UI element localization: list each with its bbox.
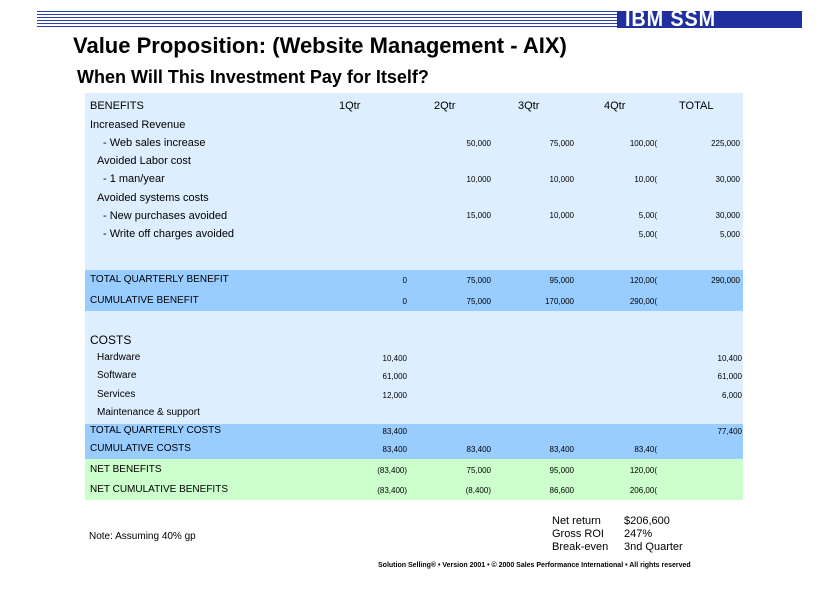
- cell: 10,00(: [634, 175, 657, 184]
- label-cumulative-benefit: CUMULATIVE BENEFIT: [90, 295, 199, 306]
- cell: 120,00(: [629, 466, 657, 475]
- cell: 0: [402, 276, 407, 285]
- header-benefits: BENEFITS: [90, 100, 144, 112]
- footnote: Note: Assuming 40% gp: [89, 531, 196, 542]
- label-cumulative-costs: CUMULATIVE COSTS: [90, 443, 191, 454]
- copyright-footer: Solution Selling® • Version 2001 • © 2000 Sales Performance International • All rights reserved: [378, 562, 691, 569]
- cell: 75,000: [466, 466, 491, 475]
- cell: 83,400: [466, 445, 491, 454]
- cell: 10,000: [549, 211, 574, 220]
- cell: 6,000: [721, 391, 742, 400]
- label-software: Software: [97, 370, 137, 381]
- label-man-year: - 1 man/year: [103, 173, 165, 185]
- label-services: Services: [97, 389, 136, 400]
- cell: 0: [402, 297, 407, 306]
- header-q1: 1Qtr: [339, 100, 361, 112]
- cell: 12,000: [382, 391, 407, 400]
- cell: 95,000: [549, 276, 574, 285]
- cell: 30,000: [715, 211, 740, 220]
- cell: 225,000: [711, 139, 740, 148]
- cell: 50,000: [466, 139, 491, 148]
- header-stripes: [37, 11, 617, 28]
- ibm-ssm-logo: IBM SSM: [625, 6, 717, 31]
- gross-roi-value: 247%: [624, 528, 653, 540]
- cell: 83,400: [549, 445, 574, 454]
- net-return-label: Net return: [552, 515, 601, 527]
- label-new-purchases: - New purchases avoided: [103, 210, 228, 222]
- cell: (8,400): [465, 486, 491, 495]
- cell: 10,400: [382, 354, 407, 363]
- page-title: Value Proposition: (Website Management - AIX): [73, 33, 567, 58]
- label-net-cumulative: NET CUMULATIVE BENEFITS: [90, 484, 228, 495]
- label-hardware: Hardware: [97, 352, 141, 363]
- label-web-sales: - Web sales increase: [103, 137, 206, 149]
- cell: 75,000: [466, 276, 491, 285]
- cell: 120,00(: [629, 276, 657, 285]
- cell: 15,000: [466, 211, 491, 220]
- break-even-label: Break-even: [552, 541, 609, 553]
- cell: 5,00(: [638, 230, 657, 239]
- cell: 170,000: [545, 297, 574, 306]
- cell: 75,000: [549, 139, 574, 148]
- label-net-benefits: NET BENEFITS: [90, 464, 162, 475]
- header-total: TOTAL: [679, 100, 714, 112]
- cell: 206,00(: [629, 486, 657, 495]
- header-q2: 2Qtr: [434, 100, 456, 112]
- label-write-off: - Write off charges avoided: [103, 228, 235, 240]
- cell: 95,000: [549, 466, 574, 475]
- header-q3: 3Qtr: [518, 100, 540, 112]
- cell: 290,00(: [629, 297, 657, 306]
- summary-row: [552, 541, 683, 554]
- cell: 10,000: [466, 175, 491, 184]
- label-total-quarterly-benefit: TOTAL QUARTERLY BENEFIT: [90, 274, 229, 285]
- cell: 86,600: [549, 486, 574, 495]
- cell: 77,400: [717, 427, 742, 436]
- label-maintenance: Maintenance & support: [97, 407, 200, 418]
- cell: 5,00(: [638, 211, 657, 220]
- gross-roi-label: Gross ROI: [552, 528, 604, 540]
- break-even-value: 3nd Quarter: [624, 541, 683, 553]
- cell: 61,000: [717, 372, 742, 381]
- summary-row: [552, 515, 683, 528]
- cell: (83,400): [377, 486, 407, 495]
- cell: 83,400: [382, 427, 407, 436]
- cell: 5,000: [719, 230, 740, 239]
- cell: 10,400: [717, 354, 742, 363]
- cell: 290,000: [711, 276, 740, 285]
- roi-spreadsheet: [85, 93, 743, 500]
- cell: 100,00(: [629, 139, 657, 148]
- label-total-quarterly-costs: TOTAL QUARTERLY COSTS: [90, 425, 221, 436]
- net-return-value: $206,600: [624, 515, 670, 527]
- label-avoided-systems: Avoided systems costs: [97, 192, 209, 204]
- label-costs: COSTS: [90, 333, 132, 347]
- cell: 75,000: [466, 297, 491, 306]
- page-subtitle: When Will This Investment Pay for Itself?: [77, 67, 429, 87]
- cell: (83,400): [377, 466, 407, 475]
- summary-row: [552, 528, 683, 541]
- roi-summary: [552, 515, 683, 554]
- cell: 83,40(: [634, 445, 657, 454]
- header-q4: 4Qtr: [604, 100, 626, 112]
- label-increased-revenue: Increased Revenue: [90, 119, 186, 131]
- cell: 61,000: [382, 372, 407, 381]
- cell: 83,400: [382, 445, 407, 454]
- cell: 30,000: [715, 175, 740, 184]
- cell: 10,000: [549, 175, 574, 184]
- label-avoided-labor: Avoided Labor cost: [97, 155, 191, 167]
